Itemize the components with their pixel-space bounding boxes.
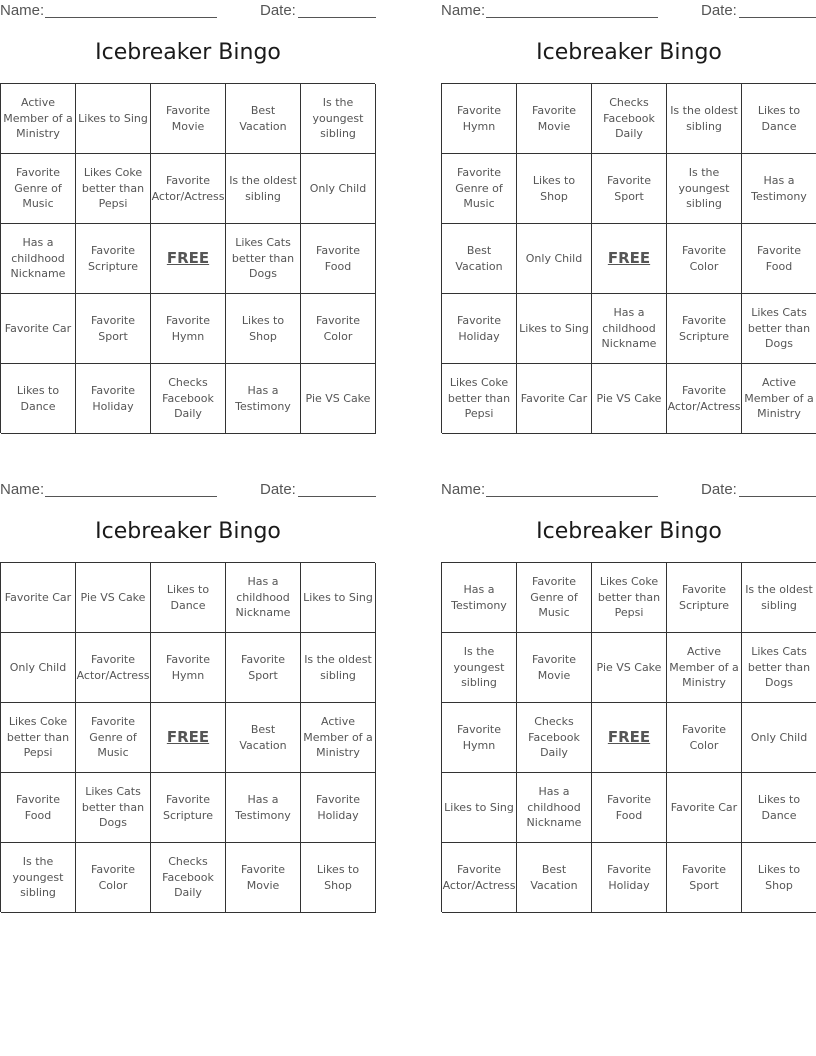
bingo-cell: Is the youngest sibling	[301, 84, 376, 154]
bingo-cell: Favorite Scripture	[667, 563, 742, 633]
name-date-row	[0, 2, 376, 20]
bingo-cell: Favorite Scripture	[667, 294, 742, 364]
bingo-grid	[441, 562, 816, 912]
bingo-card	[0, 0, 376, 440]
date-blank-line	[298, 496, 376, 497]
bingo-cell: Has a Testimony	[226, 773, 301, 843]
bingo-cell: Favorite Scripture	[76, 224, 151, 294]
bingo-cell: Favorite Food	[1, 773, 76, 843]
bingo-cell: Is the oldest sibling	[226, 154, 301, 224]
bingo-cell: Favorite Genre of Music	[1, 154, 76, 224]
bingo-card	[0, 479, 376, 919]
bingo-cell: Active Member of a Ministry	[1, 84, 76, 154]
bingo-cell: Has a Testimony	[226, 364, 301, 434]
bingo-grid	[0, 83, 375, 433]
bingo-cell: Likes to Sing	[76, 84, 151, 154]
bingo-cell: Favorite Genre of Music	[517, 563, 592, 633]
bingo-cell: Active Member of a Ministry	[667, 633, 742, 703]
bingo-cell: Favorite Color	[301, 294, 376, 364]
bingo-cell: Best Vacation	[517, 843, 592, 913]
name-date-row	[441, 2, 816, 20]
bingo-cell: Checks Facebook Daily	[592, 84, 667, 154]
bingo-cell: Likes to Shop	[742, 843, 816, 913]
bingo-cell: Favorite Movie	[517, 633, 592, 703]
bingo-cell: Favorite Car	[1, 563, 76, 633]
bingo-cell: Has a childhood Nickname	[517, 773, 592, 843]
bingo-cell: Has a childhood Nickname	[226, 563, 301, 633]
bingo-cell: Favorite Color	[76, 843, 151, 913]
bingo-cell: Favorite Movie	[226, 843, 301, 913]
name-blank-line	[486, 17, 658, 18]
bingo-cell: Likes to Shop	[226, 294, 301, 364]
bingo-cell: Is the youngest sibling	[1, 843, 76, 913]
bingo-cell: Likes Coke better than Pepsi	[1, 703, 76, 773]
bingo-cell: Best Vacation	[226, 84, 301, 154]
bingo-cell: Favorite Holiday	[592, 843, 667, 913]
bingo-cell: Favorite Holiday	[442, 294, 517, 364]
bingo-cell: Favorite Car	[517, 364, 592, 434]
bingo-cell: Favorite Color	[667, 224, 742, 294]
bingo-cell: Is the oldest sibling	[742, 563, 816, 633]
bingo-cell: Likes Cats better than Dogs	[226, 224, 301, 294]
bingo-cell: Favorite Genre of Music	[76, 703, 151, 773]
bingo-cell: Likes Coke better than Pepsi	[442, 364, 517, 434]
name-blank-line	[45, 17, 217, 18]
free-cell: FREE	[592, 224, 667, 294]
bingo-cell: Likes to Dance	[1, 364, 76, 434]
date-blank-line	[739, 496, 816, 497]
bingo-cell: Likes to Dance	[742, 84, 816, 154]
bingo-cell: Favorite Movie	[517, 84, 592, 154]
bingo-cell: Favorite Food	[301, 224, 376, 294]
bingo-cell: Favorite Hymn	[442, 703, 517, 773]
bingo-cell: Favorite Hymn	[151, 633, 226, 703]
bingo-cell: Favorite Sport	[667, 843, 742, 913]
bingo-cell: Has a Testimony	[742, 154, 816, 224]
bingo-cell: Favorite Genre of Music	[442, 154, 517, 224]
bingo-cell: Likes to Dance	[742, 773, 816, 843]
name-label: Name:	[0, 2, 45, 19]
bingo-cell: Favorite Food	[742, 224, 816, 294]
bingo-cell: Favorite Scripture	[151, 773, 226, 843]
bingo-cell: Likes to Sing	[442, 773, 517, 843]
bingo-cell: Favorite Movie	[151, 84, 226, 154]
bingo-cell: Likes to Shop	[301, 843, 376, 913]
bingo-cell: Likes to Sing	[517, 294, 592, 364]
name-date-row	[0, 481, 376, 499]
free-cell: FREE	[592, 703, 667, 773]
bingo-cell: Likes Cats better than Dogs	[742, 294, 816, 364]
bingo-cell: Has a childhood Nickname	[592, 294, 667, 364]
bingo-grid	[0, 562, 375, 912]
bingo-cell: Favorite Actor/Actress	[667, 364, 742, 434]
bingo-cell: Favorite Sport	[592, 154, 667, 224]
bingo-cell: Is the youngest sibling	[667, 154, 742, 224]
bingo-cell: Favorite Actor/Actress	[151, 154, 226, 224]
bingo-cell: Active Member of a Ministry	[301, 703, 376, 773]
card-title: Icebreaker Bingo	[536, 519, 722, 544]
bingo-cell: Active Member of a Ministry	[742, 364, 816, 434]
date-label: Date:	[260, 481, 296, 498]
name-date-row	[441, 481, 816, 499]
free-cell: FREE	[151, 224, 226, 294]
name-blank-line	[486, 496, 658, 497]
bingo-cell: Only Child	[517, 224, 592, 294]
bingo-cell: Pie VS Cake	[592, 364, 667, 434]
bingo-cell: Favorite Hymn	[442, 84, 517, 154]
bingo-cell: Checks Facebook Daily	[151, 364, 226, 434]
bingo-cell: Likes Coke better than Pepsi	[592, 563, 667, 633]
bingo-cell: Is the youngest sibling	[442, 633, 517, 703]
bingo-cell: Favorite Hymn	[151, 294, 226, 364]
card-title: Icebreaker Bingo	[95, 519, 281, 544]
bingo-card	[441, 479, 816, 919]
bingo-cell: Favorite Color	[667, 703, 742, 773]
name-blank-line	[45, 496, 217, 497]
bingo-grid	[441, 83, 816, 433]
bingo-cell: Favorite Food	[592, 773, 667, 843]
free-cell: FREE	[151, 703, 226, 773]
name-label: Name:	[0, 481, 45, 498]
bingo-cell: Favorite Holiday	[301, 773, 376, 843]
date-blank-line	[739, 17, 816, 18]
bingo-cell: Has a Testimony	[442, 563, 517, 633]
bingo-cell: Favorite Car	[667, 773, 742, 843]
bingo-cell: Pie VS Cake	[76, 563, 151, 633]
bingo-cell: Favorite Actor/Actress	[442, 843, 517, 913]
bingo-cell: Likes to Shop	[517, 154, 592, 224]
bingo-cell: Best Vacation	[442, 224, 517, 294]
bingo-cell: Likes to Dance	[151, 563, 226, 633]
bingo-cell: Checks Facebook Daily	[151, 843, 226, 913]
date-label: Date:	[701, 2, 737, 19]
bingo-cell: Favorite Holiday	[76, 364, 151, 434]
card-title: Icebreaker Bingo	[95, 40, 281, 65]
bingo-cell: Likes Coke better than Pepsi	[76, 154, 151, 224]
bingo-cell: Checks Facebook Daily	[517, 703, 592, 773]
card-title: Icebreaker Bingo	[536, 40, 722, 65]
bingo-cell: Has a childhood Nickname	[1, 224, 76, 294]
bingo-cell: Favorite Actor/Actress	[76, 633, 151, 703]
bingo-cell: Pie VS Cake	[592, 633, 667, 703]
date-label: Date:	[260, 2, 296, 19]
bingo-cell: Pie VS Cake	[301, 364, 376, 434]
bingo-cell: Only Child	[301, 154, 376, 224]
name-label: Name:	[441, 481, 486, 498]
date-label: Date:	[701, 481, 737, 498]
name-label: Name:	[441, 2, 486, 19]
bingo-cell: Best Vacation	[226, 703, 301, 773]
bingo-cell: Only Child	[1, 633, 76, 703]
bingo-cell: Only Child	[742, 703, 816, 773]
bingo-cell: Is the oldest sibling	[667, 84, 742, 154]
bingo-cell: Is the oldest sibling	[301, 633, 376, 703]
bingo-cell: Favorite Sport	[76, 294, 151, 364]
bingo-cell: Favorite Car	[1, 294, 76, 364]
bingo-cell: Favorite Sport	[226, 633, 301, 703]
bingo-card	[441, 0, 816, 440]
bingo-cell: Likes Cats better than Dogs	[742, 633, 816, 703]
date-blank-line	[298, 17, 376, 18]
bingo-cell: Likes to Sing	[301, 563, 376, 633]
bingo-cell: Likes Cats better than Dogs	[76, 773, 151, 843]
